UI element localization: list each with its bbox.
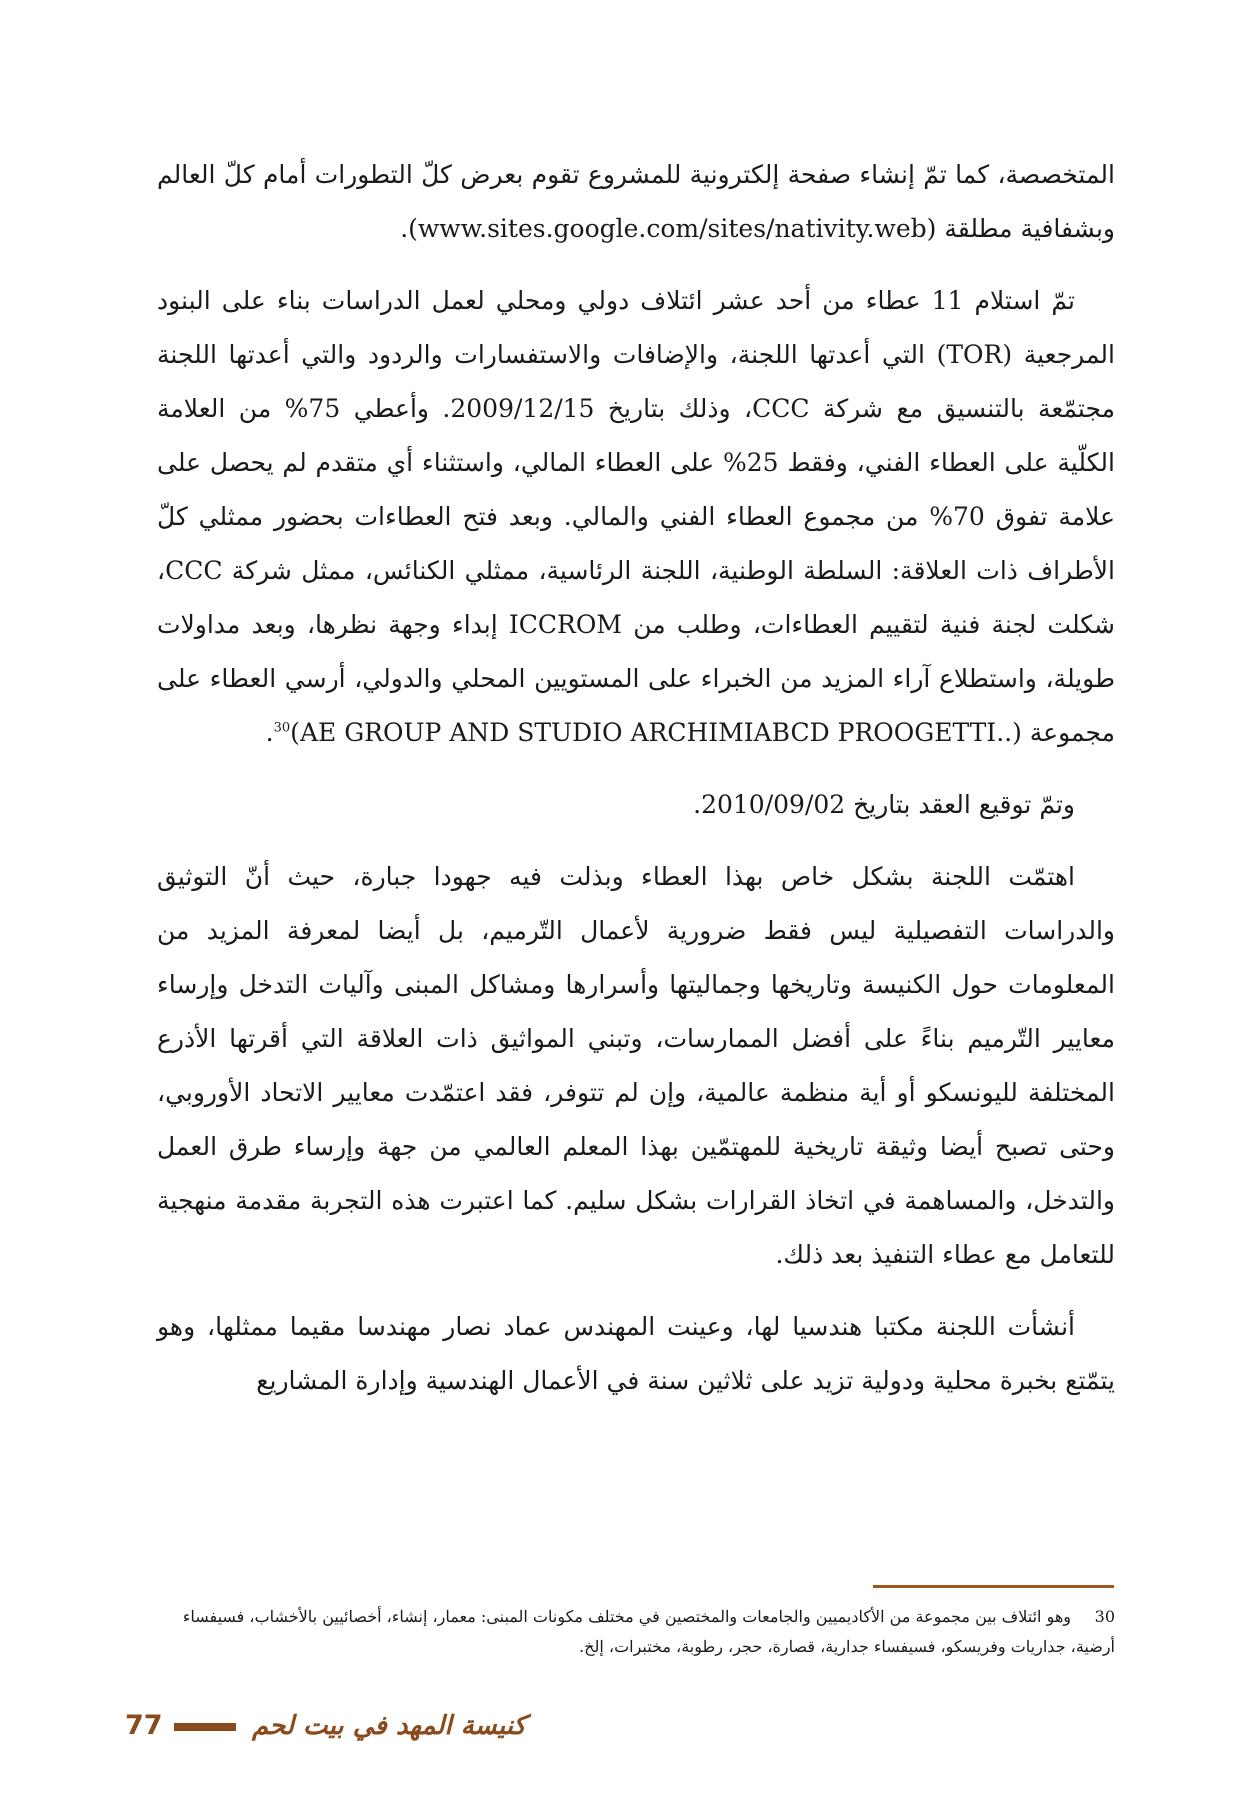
footnote-30 (157, 1602, 1115, 1662)
body-text (157, 148, 1115, 1408)
paragraph-3: وتمّ توقيع العقد بتاريخ 2010/09/02. (693, 790, 1075, 819)
paragraph-1: المتخصصة، كما تمّ إنشاء صفحة إلكترونية للمشروع تقوم بعرض كلّ التطورات أمام كلّ العالم وبشفافية مطلقة (www.sites.google.com/sites/nativity.web). (157, 160, 1115, 243)
footnote-ref-30[interactable]: 30 (273, 720, 291, 736)
paragraph-2-end: . (265, 718, 274, 747)
footer-accent-bar (174, 1723, 236, 1731)
running-title: كنيسة المهد في بيت لحم (252, 1711, 526, 1741)
footnotes (157, 1602, 1115, 1662)
page-number: 77 (125, 1710, 163, 1741)
paragraph-2-text: تمّ استلام 11 عطاء من أحد عشر ائتلاف دولي ومحلي لعمل الدراسات بناء على البنود المرجعية (TOR) التي أعدتها اللجنة، والإضافات والاستفسارات والردود والتي أعدتها اللجنة مجتمّعة بالتنسيق مع شركة CCC، وذلك بتاريخ 2009/12/15. وأعطي 75% من العلامة الكلّية على العطاء الفني، وفقط 25% على العطاء المالي، واستثناء أي متقدم لم يحصل على علامة تفوق 70% من مجموع العطاء الفني والمالي. وبعد فتح العطاءات بحضور ممثلي كلّ الأطراف ذات العلاقة: السلطة الوطنية، اللجنة الرئاسية، ممثلي الكنائس، ممثل شركة CCC، شكلت لجنة فنية لتقييم العطاءات، وطلب من ICCROM إبداء وجهة نظرها، وبعد مداولات طويلة، واستطلاع آراء المزيد من الخبراء على المستويين المحلي والدولي، أرسي العطاء على مجموعة (..AE GROUP AND STUDIO ARCHIMIABCD PROOGETTI) (157, 286, 1116, 747)
footnote-divider (873, 1585, 1114, 1588)
footnote-number: 30 (1094, 1607, 1115, 1626)
paragraph-4: اهتمّت اللجنة بشكل خاص بهذا العطاء وبذلت فيه جهودا جبارة، حيث أنّ التوثيق والدراسات التفصيلية ليس فقط ضرورية لأعمال التّرميم، بل أيضا لمعرفة المزيد من المعلومات حول الكنيسة وتاريخها وجماليتها وأسرارها ومشاكل المبنى وآليات التدخل وإرساء معايير التّرميم بناءً على أفضل الممارسات، وتبني المواثيق ذات العلاقة التي أقرتها الأذرع المختلفة لليونسكو أو أية منظمة عالمية، وإن لم تتوفر، فقد اعتمّدت معايير الاتحاد الأوروبي، وحتى تصبح أيضا وثيقة تاريخية للمهتمّين بهذا المعلم العالمي من جهة وإرساء طرق العمل والتدخل، والمساهمة في اتخاذ القرارات بشكل سليم. كما اعتبرت هذه التجربة مقدمة منهجية للتعامل مع عطاء التنفيذ بعد ذلك. (157, 862, 1115, 1269)
paragraph-5: أنشأت اللجنة مكتبا هندسيا لها، وعينت المهندس عماد نصار مهندسا مقيما ممثلها، وهو يتمّتع بخبرة محلية ودولية تزيد على ثلاثين سنة في الأعمال الهندسية وإدارة المشاريع (157, 1312, 1115, 1395)
paragraph-2 (157, 274, 1115, 760)
footnote-text: وهو ائتلاف بين مجموعة من الأكاديميين والجامعات والمختصين في مختلف مكونات المبنى: معمار، إنشاء، أخصائيين بالأخشاب، فسيفساء أرضية، جداريات وفريسكو، فسيفساء جدارية، قصارة، حجر، رطوبة، مختبرات، إلخ. (182, 1607, 1115, 1656)
page-footer (0, 1708, 1260, 1748)
